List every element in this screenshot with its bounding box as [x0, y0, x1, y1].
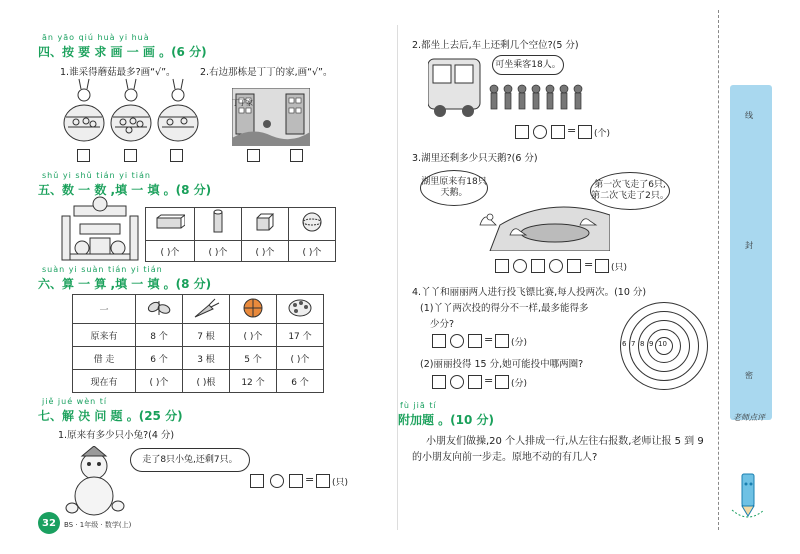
house-label: 丁丁家: [232, 99, 253, 107]
peanut-icon: [136, 295, 183, 324]
q3-eq-op-2[interactable]: [549, 259, 563, 273]
calc-row3-c4: 6 个: [277, 370, 324, 393]
page-number-badge: 32: [38, 512, 60, 534]
binding-char-line: 线: [745, 111, 753, 120]
ring-label-10: 10: [658, 340, 667, 348]
calc-table: [72, 294, 324, 393]
calc-header-first: 一: [73, 295, 136, 324]
q3-eq-box-1[interactable]: [495, 259, 509, 273]
q4a-eq-answer[interactable]: [495, 334, 509, 348]
calc-row3-c3: 12 个: [230, 370, 277, 393]
q2-speech-bubble: 可坐乘客18人。: [492, 55, 564, 75]
q1-eq-box-2[interactable]: [289, 474, 303, 488]
ring-label-7: 7: [631, 340, 636, 348]
q3-eq-box-3[interactable]: [567, 259, 581, 273]
sec5-title: 五、数 一 数 ,填 一 填 。(8 分): [38, 183, 212, 197]
carrot-icon: [183, 295, 230, 324]
ring-label-9: 9: [649, 340, 654, 348]
r-q4: 4.丫丫和丽丽两人进行投飞镖比赛,每人投两次。(10 分): [412, 287, 647, 298]
calc-row1-c1: 8 个: [136, 324, 183, 347]
sec4-q2: 2.右边那栋是丁丁的家,画“√”。: [200, 67, 333, 78]
q1-speech-bubble: 走了8只小兔,还剩7只。: [130, 448, 250, 472]
binding-dashed-line: [718, 10, 720, 530]
answer-box-house-right[interactable]: [290, 149, 303, 162]
q3-bubble-1: 湖里原来有18只天鹅。: [420, 170, 488, 206]
q4a-eq-sign: =: [484, 333, 494, 346]
r-q4b: (2)丽丽投得 15 分,她可能投中哪两圈?: [420, 359, 584, 370]
calc-row2-c1: 6 个: [136, 347, 183, 370]
q3-bubble-2: 第一次飞走了6只,第二次飞走了2只。: [590, 172, 670, 210]
cylinder-icon: [195, 208, 242, 241]
q1-eq-sign: =: [305, 473, 315, 486]
q3-eq-box-2[interactable]: [531, 259, 545, 273]
dartboard-target: [620, 302, 708, 390]
palette-icon: [277, 295, 324, 324]
r-q2: 2.都坐上去后,车上还剩几个空位?(5 分): [412, 40, 579, 51]
answer-box-rabbit-2[interactable]: [124, 149, 137, 162]
calc-row2-c2: 3 根: [183, 347, 230, 370]
binding-char-secret: 密: [745, 371, 753, 380]
q2-eq-sign: =: [567, 124, 577, 137]
ball-icon: [230, 295, 277, 324]
calc-row3-c1[interactable]: ( )个: [136, 370, 183, 393]
sec7-q1: 1.原来有多少只小兔?(4 分): [58, 430, 175, 441]
lake-swans-illustration: [470, 185, 610, 251]
q3-eq-answer[interactable]: [595, 259, 609, 273]
pencil-mascot-icon: [728, 470, 768, 520]
count-blank-cube[interactable]: ( )个: [242, 241, 289, 262]
rabbit-baskets-illustration: [62, 77, 202, 147]
count-blank-cuboid[interactable]: ( )个: [146, 241, 195, 262]
ring-label-6: 6: [622, 340, 627, 348]
sec6-title: 六、算 一 算 ,填 一 填 。(8 分): [38, 277, 212, 291]
book-label: BS · 1年级 · 数学(上): [64, 521, 132, 529]
answer-box-rabbit-1[interactable]: [77, 149, 90, 162]
extra-pinyin: fù jiā tí: [400, 401, 437, 410]
sec4-title: 四、按 要 求 画 一 画 。(6 分): [38, 45, 207, 59]
q2-eq-op[interactable]: [533, 125, 547, 139]
q1-unit: (只): [332, 478, 349, 488]
sphere-icon: [289, 208, 336, 241]
r-q3: 3.湖里还剩多少只天鹅?(6 分): [412, 153, 538, 164]
calc-row3-label: 现在有: [73, 370, 136, 393]
q2-eq-box-2[interactable]: [551, 125, 565, 139]
q4b-eq-box-2[interactable]: [468, 375, 482, 389]
cube-icon: [242, 208, 289, 241]
calc-row3-c2[interactable]: ( )根: [183, 370, 230, 393]
q2-eq-answer[interactable]: [578, 125, 592, 139]
q4a-unit: (分): [511, 338, 528, 348]
sec4-q1: 1.谁采得蘑菇最多?画“√”。: [60, 67, 176, 78]
binding-char-seal: 封: [745, 241, 753, 250]
q4a-eq-box-1[interactable]: [432, 334, 446, 348]
q4a-eq-box-2[interactable]: [468, 334, 482, 348]
q4b-eq-box-1[interactable]: [432, 375, 446, 389]
q4b-eq-answer[interactable]: [495, 375, 509, 389]
q3-eq-sign: =: [584, 258, 594, 271]
q1-eq-op[interactable]: [270, 474, 284, 488]
q4b-unit: (分): [511, 379, 528, 389]
ring-label-8: 8: [640, 340, 645, 348]
houses-illustration: [232, 88, 310, 146]
sec4-pinyin: ān yāo qiú huà yi huà: [42, 33, 150, 42]
q1-eq-box-1[interactable]: [250, 474, 264, 488]
q4a-eq-op[interactable]: [450, 334, 464, 348]
q2-unit: (个): [594, 129, 611, 139]
extra-text-2: 的小朋友向前一步走。原地不动的有几人?: [412, 452, 598, 463]
extra-text-1: 小朋友们做操,20 个人排成一行,从左往右报数,老师让报 5 到 9: [426, 436, 704, 447]
calc-row2-c4[interactable]: ( )个: [277, 347, 324, 370]
sec5-pinyin: shǔ yi shǔ tián yi tián: [42, 171, 151, 180]
calc-row2-c3: 5 个: [230, 347, 277, 370]
answer-box-rabbit-3[interactable]: [170, 149, 183, 162]
shapes-count-table: [145, 207, 336, 262]
calc-row1-c4: 17 个: [277, 324, 324, 347]
r-q4a: (1)丫丫两次投的得分不一样,最多能得多: [420, 303, 589, 314]
q1-eq-answer[interactable]: [316, 474, 330, 488]
calc-row1-c2: 7 根: [183, 324, 230, 347]
q4b-eq-op[interactable]: [450, 375, 464, 389]
q2-eq-box-1[interactable]: [515, 125, 529, 139]
q3-unit: (只): [611, 263, 628, 273]
calc-row1-c3[interactable]: ( )个: [230, 324, 277, 347]
sec7-title: 七、解 决 问 题 。(25 分): [38, 409, 183, 423]
extra-title: 附加题 。(10 分): [398, 413, 495, 427]
sec6-pinyin: suàn yi suàn tián yi tián: [42, 265, 163, 274]
answer-box-house-left[interactable]: [247, 149, 260, 162]
q4b-eq-sign: =: [484, 374, 494, 387]
calc-row2-label: 借 走: [73, 347, 136, 370]
teacher-comment-label: 老师点评: [733, 413, 765, 422]
cuboid-icon: [146, 208, 195, 241]
calc-row1-label: 原来有: [73, 324, 136, 347]
sec7-pinyin: jiě jué wèn tí: [42, 397, 108, 406]
page-divider: [397, 25, 398, 530]
r-q4a-cont: 少分?: [430, 319, 455, 330]
count-blank-sphere[interactable]: ( )个: [289, 241, 336, 262]
q3-eq-op-1[interactable]: [513, 259, 527, 273]
count-blank-cylinder[interactable]: ( )个: [195, 241, 242, 262]
snowman-rabbit-illustration: [62, 446, 132, 518]
blocks-castle-illustration: [60, 196, 142, 262]
